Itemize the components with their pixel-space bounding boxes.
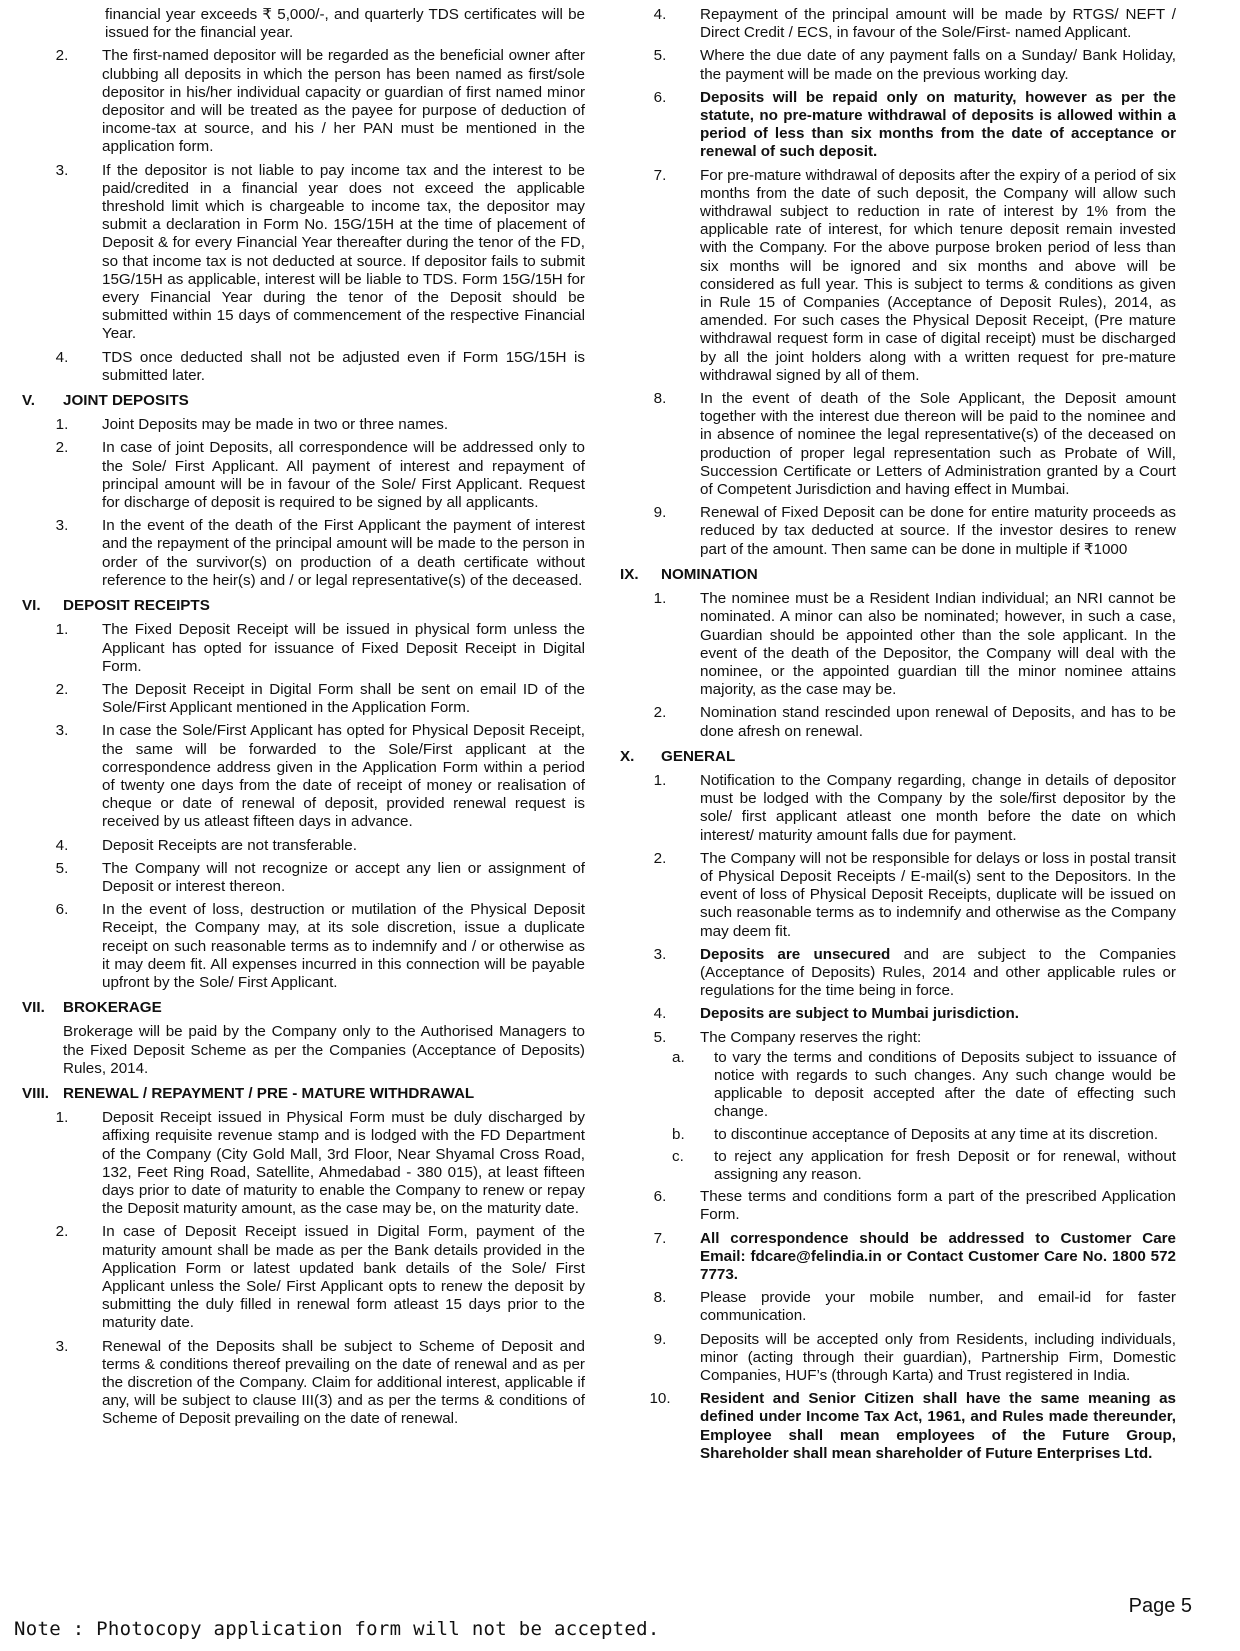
item-number: 1. (653, 590, 667, 608)
list-item (620, 850, 1176, 941)
list-item (620, 590, 1176, 699)
item-number: 1. (55, 621, 69, 639)
item-number: 8. (653, 1289, 667, 1307)
item-number: 4. (653, 6, 667, 23)
section-title: GENERAL (661, 747, 736, 765)
section-heading-general (620, 748, 1176, 766)
right-column (620, 6, 1176, 1468)
section-roman: IX. (620, 565, 639, 583)
item-number: 6. (653, 88, 667, 106)
item-number: 4. (653, 1005, 667, 1023)
item-number: 7. (653, 1229, 667, 1247)
list-item (620, 167, 1176, 385)
item-text: Deposits will be repaid only on maturity, however as per the statute, no pre-mature withdrawal of deposits is allowed within a period of less than six months from the date of acceptance or renewal of such deposit. (700, 88, 1176, 161)
item-text: Deposit Receipts are not transferable. (102, 836, 357, 854)
item-text: In case the Sole/First Applicant has opted for Physical Deposit Receipt, the same will be forwarded to the Sole/First applicant at the correspondence address given in the Application Form within a period of twenty one days from the date of receipt of money or realisation of cheque or date of renewal of deposit, provided renewal request is received by us atleast fifteen days in advance. (102, 722, 585, 831)
section-heading-brokerage (22, 999, 585, 1017)
item-number: 3. (653, 945, 667, 963)
item-text: These terms and conditions form a part of the prescribed Application Form. (700, 1188, 1176, 1224)
item-number: 4. (55, 348, 69, 366)
list-item (620, 704, 1176, 740)
item-number: 2. (653, 704, 667, 722)
item-number: 3. (55, 1337, 69, 1355)
list-item (22, 722, 585, 831)
list-item (22, 621, 585, 676)
list-item (22, 162, 585, 344)
renewal-items (22, 1109, 585, 1428)
list-item (22, 517, 585, 590)
list-item (620, 1289, 1176, 1325)
item-text: In the event of death of the Sole Applicant, the Deposit amount together with the interest due thereon will be paid to the nominee and in absence of nominee the legal representative(s) of the deceased on production of proper legal representation such as Probate of Will, Succession Certificate or Letters of Administration granted by a Court of Competent Jurisdiction and having effect in Mumbai. (700, 390, 1176, 499)
item-bold-text: Deposits are unsecured (700, 945, 891, 963)
item-rest-text: and are subject to the Companies (Acceptance of Deposits) Rules, 2014 and other applicable rules or regulations for the time being in force. (700, 945, 1177, 1000)
item-text: TDS once deducted shall not be adjusted even if Form 15G/15H is submitted later. (102, 348, 585, 384)
item-number: 3. (55, 517, 69, 535)
sub-item-letter: a. (672, 1048, 685, 1066)
section-roman: X. (620, 747, 635, 765)
item-number: 9. (653, 1330, 667, 1348)
general-items-b (620, 1188, 1176, 1463)
item-text: All correspondence should be addressed to Customer Care Email: fdcare@felindia.in or Contact Customer Care No. 1800 572 7773. (700, 1229, 1176, 1283)
section-heading-joint-deposits (22, 392, 585, 410)
section-heading-deposit-receipts (22, 597, 585, 615)
item-text: The Fixed Deposit Receipt will be issued in physical form unless the Applicant has opted for issuance of Fixed Deposit Receipt in Digital Form. (102, 621, 585, 675)
list-item (620, 1188, 1176, 1224)
item-number: 2. (55, 439, 69, 457)
renewal-items-continued (620, 6, 1176, 559)
list-item (620, 946, 1176, 1001)
list-item (620, 1005, 1176, 1023)
item-number: 1. (55, 416, 69, 434)
item-text: Renewal of Fixed Deposit can be done for entire maturity proceeds as reduced by tax deducted at source. If the investor desires to renew part of the amount. Then same can be done in multiple if ₹1000 (700, 504, 1176, 558)
item-number: 2. (55, 1223, 69, 1241)
section-heading-renewal (22, 1085, 585, 1103)
item-number: 7. (653, 166, 667, 184)
page-number: Page 5 (1128, 1595, 1192, 1617)
section-roman: VIII. (22, 1084, 50, 1102)
nomination-items (620, 590, 1176, 741)
list-item (620, 1331, 1176, 1386)
item-number: 2. (55, 47, 69, 65)
list-item (620, 6, 1176, 42)
section-heading-nomination (620, 566, 1176, 584)
sub-list-item (672, 1126, 1176, 1144)
deposit-receipts-items (22, 621, 585, 992)
item-text (700, 946, 1176, 1001)
item-text: For pre-mature withdrawal of deposits after the expiry of a period of six months from the date of such deposit, the Company will allow such withdrawal subject to reduction in rate of interest by 1% from the applicable rate of interest, for which tenure deposit remain invested with the Company. For the above purpose broken period of less than six months will be ignored and six months and above will be considered as full year. This is subject to terms & conditions as given in Rule 15 of Companies (Acceptance of Deposit Rules), 2014, as amended. For such cases the Physical Deposit Receipt, (Pre mature withdrawal request form in case of digital receipt) must be discharged by all the joint holders along with a written request for pre-mature withdrawal signed by all of them. (700, 166, 1176, 384)
section-title: BROKERAGE (63, 999, 162, 1017)
sub-item-letter: c. (672, 1147, 684, 1165)
sub-item-text: to discontinue acceptance of Deposits at any time at its discretion. (714, 1125, 1159, 1143)
list-item (620, 47, 1176, 83)
list-item (22, 1109, 585, 1218)
item-text: In case of Deposit Receipt issued in Digital Form, payment of the maturity amount shall be made as per the Bank details provided in the Application Form or latest updated bank details of the Sole/ First Applicant unless the Sole/ First Applicant opts to renew the deposit by submitting the duly filled in renewal form atleast 15 days prior to the maturity date. (102, 1223, 585, 1332)
list-item (620, 390, 1176, 499)
item-number: 1. (653, 771, 667, 789)
item-text: In the event of the death of the First Applicant the payment of interest and the repayment of the principal amount will be made to the person in order of the survivor(s) on production of a death certificate without reference to the heir(s) and / or legal representative(s) of the deceased. (102, 517, 585, 589)
item-text: Resident and Senior Citizen shall have the same meaning as defined under Income Tax Act, 1961, and Rules made thereunder, Employee shall mean employees of the Future Group, Shareholder shall mean shareholder of Future Enterprises Ltd. (700, 1390, 1176, 1462)
list-item (620, 1029, 1176, 1047)
photocopy-note: Note : Photocopy application form will not be accepted. (14, 1618, 660, 1640)
item-number: 5. (653, 1028, 667, 1046)
item-number: 4. (55, 836, 69, 854)
item-text: Nomination stand rescinded upon renewal of Deposits, and has to be done afresh on renewal. (700, 704, 1176, 740)
list-item (22, 681, 585, 717)
section-title: RENEWAL / REPAYMENT / PRE - MATURE WITHDRAWAL (63, 1084, 475, 1102)
section-title: JOINT DEPOSITS (63, 392, 189, 410)
tds-items (22, 47, 585, 385)
sub-list-item (672, 1148, 1176, 1184)
list-item (620, 1390, 1176, 1463)
left-column (22, 6, 585, 1434)
list-item (22, 349, 585, 385)
item-text: Deposits will be accepted only from Residents, including individuals, minor (acting through their guardian), Partnership Firm, Domestic Companies, HUF’s (through Karta) and Trust registered in India. (700, 1330, 1176, 1385)
list-item (22, 47, 585, 156)
item-text: The Deposit Receipt in Digital Form shall be sent on email ID of the Sole/First Applicant mentioned in the Application Form. (102, 680, 585, 717)
item-text: In the event of loss, destruction or mutilation of the Physical Deposit Receipt, the Company may, at its sole discretion, issue a duplicate receipt on such reasonable terms as to indemnify and / or otherwise as it may deem fit. All expenses incurred in this connection will be payable upfront by the Sole/ First Applicant. (102, 901, 585, 991)
item-text: The Company will not recognize or accept any lien or assignment of Deposit or interest thereon. (102, 859, 585, 895)
list-item (22, 860, 585, 896)
item-text: The nominee must be a Resident Indian individual; an NRI cannot be nominated. A minor can also be nominated; however, in such a case, Guardian should be appointed other than the sole applicant. In the event of the death of the Depositor, the Company will deal with the nominee, or the appointed guardian till the minor nominee attains majority, as the case may be. (700, 590, 1176, 699)
item-number: 2. (653, 849, 667, 867)
item-number: 6. (55, 901, 69, 919)
brokerage-text: Brokerage will be paid by the Company only to the Authorised Managers to the Fixed Deposit Scheme as per the Companies (Acceptance of Deposits) Rules, 2014. (63, 1023, 585, 1077)
item-number: 1. (55, 1109, 69, 1127)
list-item (22, 901, 585, 992)
item-number: 5. (653, 47, 667, 65)
item-number: 6. (653, 1188, 667, 1206)
list-item (620, 772, 1176, 845)
list-item (22, 416, 585, 434)
reserve-right-subitems (620, 1049, 1176, 1184)
item-text: Renewal of the Deposits shall be subject to Scheme of Deposit and terms & conditions thereof prevailing on the date of renewal and as per the discretion of the Company. Claim for additional interest, applicable if any, will be subject to clause III(3) and as per the terms & conditions of Scheme of Deposit prevailing on the date of renewal. (102, 1337, 585, 1428)
item-text: Deposits are subject to Mumbai jurisdiction. (700, 1005, 1019, 1023)
sub-list-item (672, 1049, 1176, 1122)
list-item (620, 504, 1176, 559)
list-item (22, 439, 585, 512)
item-text: In case of joint Deposits, all correspondence will be addressed only to the Sole/ First Applicant. All payment of interest and repayment of principal amount will be in favour of the Sole/ First Applicant. Request for discharge of deposit is required to be signed by all applicants. (102, 439, 585, 512)
item-number: 5. (55, 859, 69, 877)
item-number: 2. (55, 680, 69, 698)
section-roman: V. (22, 392, 35, 410)
item-text: The first-named depositor will be regarded as the beneficial owner after clubbing all deposits in which the person has been named as first/sole depositor in his/her individual capacity or guardian of first named minor depositor and will be treated as the payee for purpose of deduction of income-tax at source, and his / her PAN must be mentioned in the application form. (102, 47, 585, 156)
item-text: Repayment of the principal amount will be made by RTGS/ NEFT / Direct Credit / ECS, in favour of the Sole/First- named Applicant. (700, 6, 1176, 42)
item-number: 8. (653, 390, 667, 408)
list-item (22, 1338, 585, 1429)
item-text: If the depositor is not liable to pay income tax and the interest to be paid/credited in a financial year does not exceed the applicable threshold limit which is chargeable to income tax, the depositor may submit a declaration in Form No. 15G/15H at the time of placement of Deposit & for every Financial Year thereafter during the tenor of the FD, so that income tax is not deducted at source. If depositor fails to submit 15G/15H as applicable, interest will be liable to TDS. Form 15G/15H for every Financial Year during the tenor of the Deposit should be submitted within 15 days of commencement of the respective Financial Year. (102, 161, 585, 343)
item-number: 3. (55, 161, 69, 179)
general-items-a (620, 772, 1176, 941)
item-number: 9. (653, 504, 667, 522)
sub-item-text: to vary the terms and conditions of Deposits subject to issuance of notice with regards to such changes. Any such change would be applicable to deposit accepted after the date of effecting such change. (714, 1048, 1176, 1121)
item-number: 3. (55, 722, 69, 740)
item-text: The Company reserves the right: (700, 1028, 922, 1046)
item-text: Joint Deposits may be made in two or three names. (102, 416, 449, 434)
sub-item-text: to reject any application for fresh Deposit or for renewal, without assigning any reason. (714, 1147, 1176, 1183)
list-item (620, 1230, 1176, 1285)
sub-item-letter: b. (672, 1125, 685, 1143)
list-item (22, 1223, 585, 1332)
section-title: DEPOSIT RECEIPTS (63, 597, 210, 615)
item-text: Notification to the Company regarding, change in details of depositor must be lodged with the Company by the sole/first depositor by the sole/ first applicant atleast one month before the date on which interest/ maturity amount falls due for payment. (700, 771, 1176, 844)
item-text: The Company will not be responsible for delays or loss in postal transit of Physical Deposit Receipts / E-mail(s) sent to the Depositors. In the event of loss of Physical Deposit Receipts, duplicate will be issued on such reasonable terms as to indemnify and otherwise as the Company may deem fit. (700, 849, 1176, 940)
item-number: 10. (649, 1390, 671, 1408)
section-roman: VI. (22, 597, 41, 615)
item-text: Where the due date of any payment falls on a Sunday/ Bank Holiday, the payment will be made on the previous working day. (700, 47, 1176, 83)
item-text: Please provide your mobile number, and email-id for faster communication. (700, 1289, 1176, 1325)
section-title: NOMINATION (661, 565, 758, 583)
item-text: Deposit Receipt issued in Physical Form must be duly discharged by affixing requisite revenue stamp and is lodged with the FD Department of the Company (City Gold Mall, 3rd Floor, Near Shyamal Cross Road, 132, Feet Ring Road, Satellite, Ahmedabad - 380 015), at least fifteen days prior to date of maturity to enable the Company to renew or repay the Deposit maturity amount, as the case may be, on the maturity date. (102, 1109, 585, 1218)
tds-continuation: financial year exceeds ₹ 5,000/-, and quarterly TDS certificates will be issued for the financial year. (105, 6, 585, 42)
list-item (620, 89, 1176, 162)
joint-deposits-items (22, 416, 585, 590)
list-item (22, 837, 585, 855)
section-roman: VII. (22, 999, 45, 1017)
